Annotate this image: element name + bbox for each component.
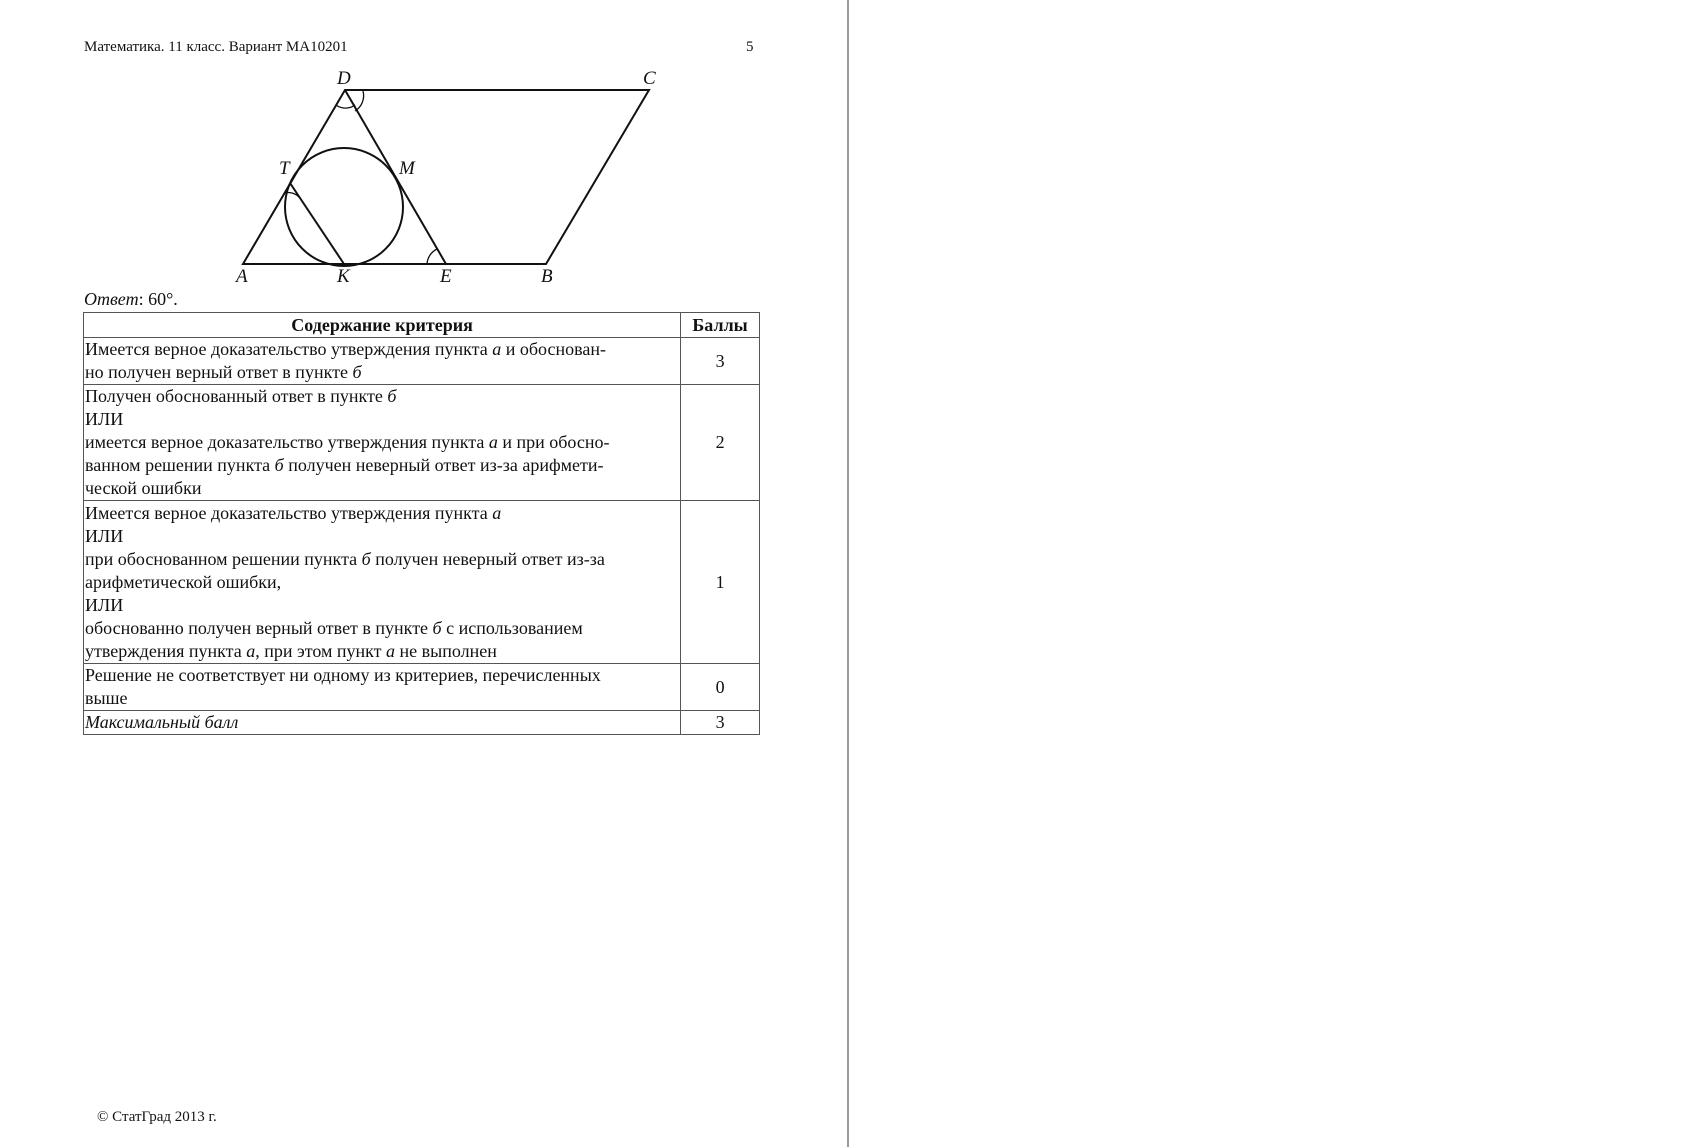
criteria-table (83, 312, 760, 735)
criterion-score: 1 (681, 501, 760, 664)
criterion-line: ванном решении пункта б получен неверный ответ из-за арифмети- (85, 455, 604, 475)
criterion-score: 0 (681, 664, 760, 711)
max-score-row (84, 711, 760, 735)
label-e: E (440, 266, 452, 287)
label-k: K (337, 266, 350, 287)
angle-arc-d-left (336, 105, 355, 108)
max-score-value: 3 (681, 711, 760, 735)
max-score-label: Максимальный балл (84, 711, 681, 735)
answer-value: : 60°. (138, 289, 178, 309)
table-row (84, 338, 760, 385)
criterion-line: ИЛИ (85, 525, 124, 546)
table-row (84, 501, 760, 664)
parallelogram-abcd (243, 90, 649, 264)
criterion-score: 2 (681, 385, 760, 501)
table-header-row (84, 313, 760, 338)
criterion-line: утверждения пункта а, при этом пункт а не выполнен (85, 640, 497, 661)
segment-tk (290, 183, 344, 264)
angle-arc-e (427, 249, 437, 264)
geometry-figure (0, 0, 846, 300)
criterion-line: выше (85, 688, 128, 708)
label-t: T (279, 158, 290, 179)
right-page-blank (849, 0, 1697, 1147)
table-row (84, 664, 760, 711)
criterion-line: обоснованно получен верный ответ в пункте б с использованием (85, 617, 583, 638)
left-page (0, 0, 846, 1147)
criterion-line: Имеется верное доказательство утверждения пункта а и обоснован- (85, 339, 606, 359)
criterion-line: имеется верное доказательство утверждения пункта а и при обосно- (85, 432, 610, 452)
inscribed-circle (285, 148, 403, 266)
criterion-line: ческой ошибки (85, 478, 202, 498)
label-c: C (643, 68, 656, 89)
label-d: D (337, 68, 351, 89)
criterion-text (84, 338, 681, 385)
criterion-line: Решение не соответствует ни одному из критериев, перечисленных (85, 665, 601, 685)
criterion-line: арифметической ошибки, (85, 571, 282, 592)
label-b: B (541, 266, 553, 287)
criterion-line: Получен обоснованный ответ в пункте б (85, 386, 397, 406)
criterion-text (84, 501, 681, 664)
criterion-score: 3 (681, 338, 760, 385)
criterion-line: ИЛИ (85, 409, 124, 429)
criterion-line: ИЛИ (85, 594, 124, 615)
label-m: M (399, 158, 415, 179)
answer-line (84, 289, 178, 310)
header-content: Содержание критерия (84, 313, 681, 338)
criterion-text (84, 664, 681, 711)
page-header-title: Математика. 11 класс. Вариант МА10201 (84, 39, 348, 55)
criterion-line: при обоснованном решении пункта б получен неверный ответ из-за (85, 548, 605, 569)
page-number: 5 (746, 39, 754, 55)
criterion-line: Имеется верное доказательство утверждения пункта а (85, 502, 502, 523)
table-row (84, 385, 760, 501)
criterion-line: но получен верный ответ в пункте б (85, 362, 362, 382)
page-footer: © СтатГрад 2013 г. (97, 1109, 217, 1125)
header-score: Баллы (681, 313, 760, 338)
label-a: A (236, 266, 248, 287)
criterion-text (84, 385, 681, 501)
answer-label: Ответ (84, 289, 139, 309)
